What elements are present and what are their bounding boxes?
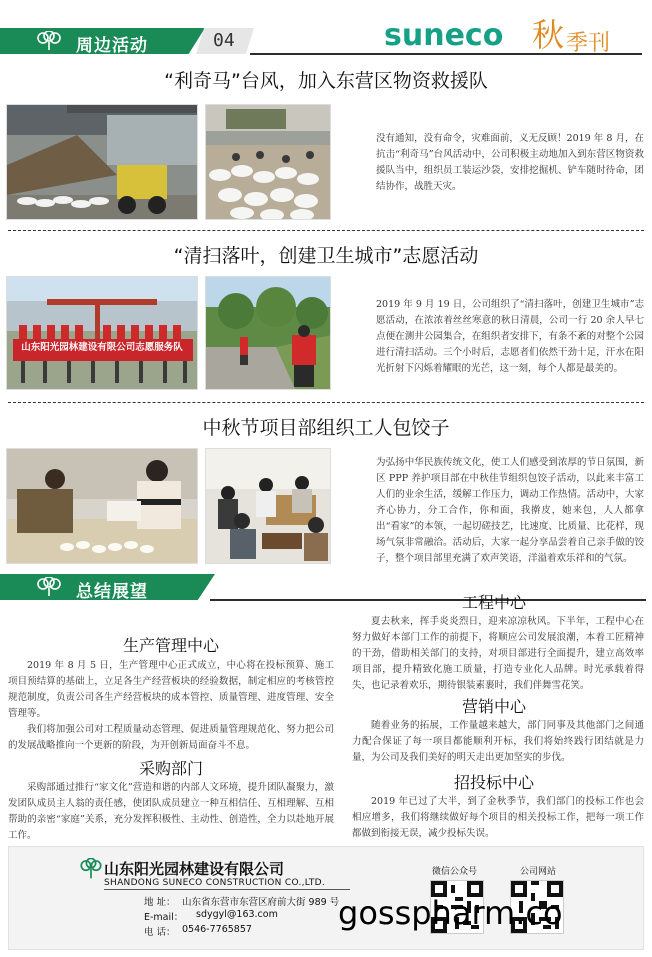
article-title: “清扫落叶，创建卫生城市”志愿活动: [173, 245, 479, 267]
photo-dumplings-2: [205, 448, 331, 564]
photo-sandbags: [205, 104, 331, 220]
flower-logo-icon: [36, 31, 62, 51]
purchasing-heading: 采购部门: [138, 759, 203, 778]
brand-jikan: 季刊: [566, 31, 611, 56]
photo-sweeping: [205, 276, 331, 390]
photo-sandbag-loading: [6, 104, 198, 220]
divider: [8, 402, 644, 403]
section-title: 周边活动: [76, 36, 148, 56]
brand-logo: suneco: [384, 18, 504, 53]
production-body-2: 我们将加强公司对工程质量动态管理、促进质量管理规范化、努力把公司的发展战略推向一个更新的阶段，为开创新局面奋斗不息。: [8, 724, 334, 751]
purchasing-body: 采购部通过推行“家文化”营造和谐的内部人文环境，提升团队凝聚力，激发团队成员主人翁的责任感，使团队成员建立一种互相信任、互相理解、互相帮助的亲密“家庭”关系，充分发挥积极性、主动性、创造性，全力以赴地开展工作。: [8, 782, 334, 841]
watermark-text: gosspharm.co: [338, 894, 563, 932]
marketing-heading: 营销中心: [461, 697, 526, 716]
divider: [8, 230, 644, 231]
article-body: 为弘扬中华民族传统文化，使工人们感受到浓厚的节日氛围，新区 PPP 养护项目部在中秋佳节组织包饺子活动，以此来丰富工人们的业余生活，缓解工作压力，调动工作热情。活动中，大家齐心协力，分工合作，你和面，我擀皮，她来包，人人都拿出“看家”的本领，一起切磋技艺，比速度、比质量、比花样，现场气氛非常融洽。活动后，大家一起分享品尝着自己亲手做的饺子，整个项目部里充满了欢声笑语，洋溢着欢乐祥和的气氛。: [376, 457, 644, 564]
article-body: 2019 年 9 月 19 日，公司组织了“清扫落叶，创建卫生城市”志愿活动，在浓浓着丝丝寒意的秋日清晨，公司一行 20 余人早七点便在测井公园集合，在组织者安排下，有条不紊的对整个公园进行清扫活动。三个小时后，志愿者们依然干劲十足，汗水在阳光折射下闪烁着耀眼的光芒，这一刻，每个人都是最美的。: [376, 299, 644, 374]
phone-label: 电 话：: [144, 927, 176, 938]
website-label: 公司网站: [520, 867, 557, 877]
address-value: 山东省东营市东营区府前大街 989 号: [182, 897, 340, 908]
summary-title: 总结展望: [76, 582, 148, 602]
article-title: “利奇马”台风，加入东营区物资救援队: [164, 70, 488, 92]
company-logo-icon: [80, 858, 102, 880]
engineering-body: 夏去秋来，挥手炎炎烈日，迎来凉凉秋风。下半年，工程中心在努力做好本部门工作的前提下，将顺应公司发展浪潮，本着工匠精神的干劲，借助相关部门的支持，对项目部进行全面提升，建立高效率项目部，提升精致化施工质量，打造专业化人品牌。时光承载着得失，也记录着欢乐，期待银装素裹时，我们伴舞雪花笑。: [352, 616, 644, 691]
photo-volunteer-group: [6, 276, 198, 390]
production-body: 2019 年 8 月 5 日，生产管理中心正式成立，中心将在投标预算、施工项目预结算的基础上，立足各生产经营板块的经验数据，制定相应的考核管控规范制度，负责公司各生产经营板块的成本管控、质量管理、进度管理、安全管理等。: [8, 660, 334, 719]
marketing-body: 随着业务的拓展，工作量越来越大，部门同事及其他部门之间通力配合保证了每一项目都能顺利开标，我们将始终践行团结就是力量，为公司及我们美好的明天走出更加坚实的步伐。: [352, 720, 644, 763]
production-heading: 生产管理中心: [122, 636, 219, 655]
phone-value: 0546-7765857: [182, 924, 252, 935]
company-rule: [104, 889, 350, 890]
page-number: 04: [213, 30, 235, 51]
company-name-cn: 山东阳光园林建设有限公司: [104, 860, 285, 878]
wechat-label: 微信公众号: [432, 867, 478, 877]
email-label: E-mail：: [144, 912, 184, 923]
address-label: 地 址：: [144, 897, 176, 908]
article-body: 没有通知，没有命令，灾难面前，义无反顾！2019 年 8 月，在抗击“利奇马”台风活动中，公司积极主动地加入到东营区物资救援队当中，组织员工装运沙袋，安排挖掘机、铲车随时待命，团结协作，战胜天灾。: [376, 133, 644, 192]
article-title: 中秋节项目部组织工人包饺子: [202, 417, 450, 439]
email-value[interactable]: sdygyl@163.com: [196, 909, 278, 920]
photo-dumplings-1: [6, 448, 198, 564]
bidding-heading: 招投标中心: [453, 773, 534, 792]
brand-qiu: 秋: [532, 16, 565, 54]
flower-logo-icon: [36, 577, 62, 597]
company-name-en: SHANDONG SUNECO CONSTRUCTION CO.,LTD.: [104, 878, 326, 888]
volunteer-banner-text: 山东阳光园林建设有限公司志愿服务队: [21, 342, 183, 353]
bidding-body: 2019 年已过了大半，到了金秋季节，我们部门的投标工作也会相应增多，我们将继续做好每个项目的相关投标工作，把每一项工作都做到衔接无误，减少投标失误。: [352, 796, 644, 839]
engineering-heading: 工程中心: [461, 593, 526, 612]
